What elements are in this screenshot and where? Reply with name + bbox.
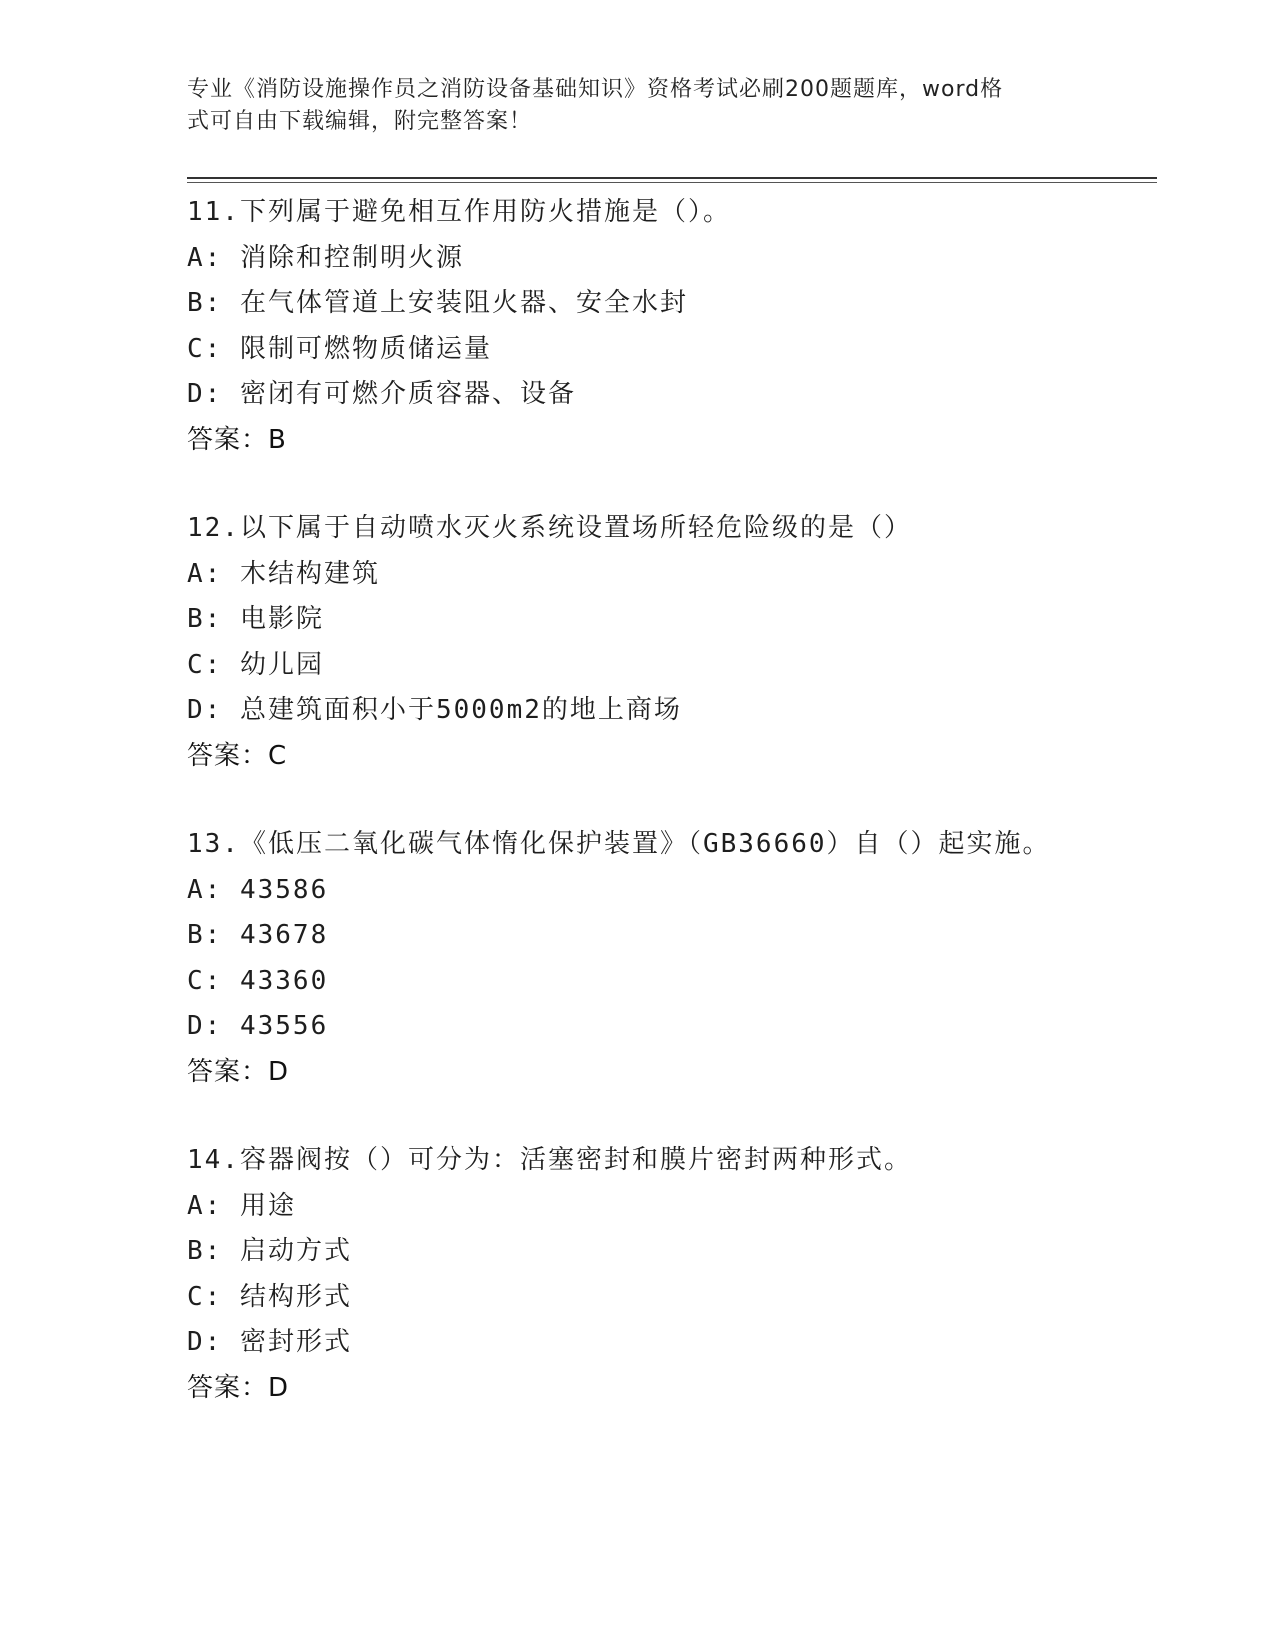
- option-b: B: 43678: [187, 920, 329, 950]
- option-a: A: 43586: [187, 874, 329, 905]
- question-14: [187, 1138, 1157, 1411]
- question-stem: 12.以下属于自动喷水灭火系统设置场所轻危险级的是（）: [187, 513, 912, 543]
- option-b: B: 在气体管道上安装阻火器、安全水封: [187, 288, 688, 318]
- intro-line-1: 专业《消防设施操作员之消防设备基础知识》资格考试必刷200题题库，word格: [187, 77, 1004, 102]
- option-b: B: 启动方式: [187, 1236, 352, 1266]
- question-12: [187, 506, 1157, 779]
- option-c: C: 结构形式: [187, 1281, 352, 1312]
- question-stem: 11.下列属于避免相互作用防火措施是（）。: [187, 197, 731, 227]
- option-c: C: 限制可燃物质储运量: [187, 333, 492, 364]
- answer-label: 答案：: [187, 424, 269, 455]
- answer-line: [187, 418, 1157, 464]
- answer-line: [187, 734, 1157, 780]
- option-a: A: 用途: [187, 1190, 296, 1221]
- question-stem: 13.《低压二氧化碳气体惰化保护装置》（GB36660）自（）起实施。: [187, 829, 1051, 859]
- header-divider-thin: [187, 182, 1157, 183]
- answer-value: C: [268, 740, 287, 771]
- answer-label: 答案：: [187, 1056, 269, 1087]
- answer-value: B: [268, 424, 286, 455]
- answer-label: 答案：: [187, 740, 269, 771]
- option-a: A: 消除和控制明火源: [187, 242, 464, 273]
- question-11: [187, 190, 1157, 463]
- answer-line: [187, 1366, 1157, 1412]
- question-13: [187, 822, 1157, 1095]
- option-d: D: 密封形式: [187, 1327, 352, 1357]
- answer-label: 答案：: [187, 1372, 269, 1403]
- option-b: B: 电影院: [187, 604, 324, 634]
- option-c: C: 幼儿园: [187, 649, 324, 680]
- header-divider-thick: [187, 177, 1157, 179]
- answer-line: [187, 1050, 1157, 1096]
- option-d: D: 密闭有可燃介质容器、设备: [187, 379, 576, 409]
- question-list: [187, 190, 1157, 1454]
- answer-value: D: [268, 1372, 289, 1403]
- intro-line-2: 式可自由下载编辑，附完整答案！: [187, 109, 533, 134]
- question-stem: 14.容器阀按（）可分为：活塞密封和膜片密封两种形式。: [187, 1145, 912, 1175]
- option-a: A: 木结构建筑: [187, 558, 380, 589]
- option-d: D: 43556: [187, 1011, 329, 1041]
- option-c: C: 43360: [187, 965, 329, 996]
- answer-value: D: [268, 1056, 289, 1087]
- document-intro: [187, 74, 1067, 138]
- option-d: D: 总建筑面积小于5000m2的地上商场: [187, 695, 682, 725]
